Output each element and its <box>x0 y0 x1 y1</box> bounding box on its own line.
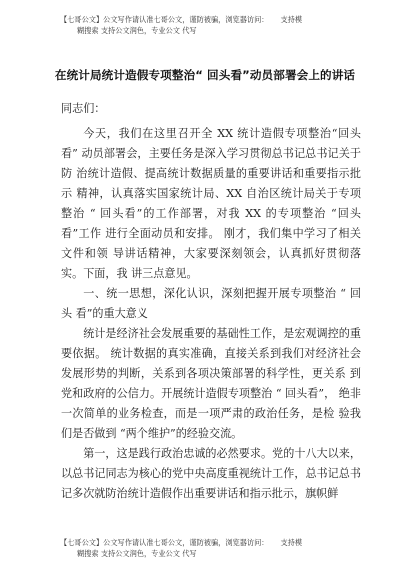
header-note-line-1 <box>60 14 390 25</box>
header-note <box>60 14 390 36</box>
paragraph-first-point: 第一，这是践行政治忠诚的必然要求。党的十八大以来，以总书记同志为核心的党中央高度重视统计工作，总书记总书记多次就防治统计造假作出重要讲话和指示批示，旗帜鲜 <box>61 447 361 500</box>
footer-note-text: 【七哥公文】公文写作请认准七哥公文，谨防被骗，浏览器访问： <box>60 538 269 547</box>
section-heading: 一、统一思想，深化认识，深刻把握开展专项整治 “ 回头 看”的重大意义 <box>61 287 361 320</box>
footer-note-line-1 <box>60 537 390 548</box>
footer-note-text-end: 支持模 <box>280 538 303 547</box>
footer-note-line-2: 糊搜索 支持公文润色，专业公文 代写 <box>77 549 197 558</box>
salutation: 同志们： <box>61 102 106 115</box>
document-title: 在统计局统计造假专项整治“ 回头看”动员部署会上的讲话 <box>54 68 356 82</box>
header-note-text-end: 支持模 <box>280 15 303 24</box>
paragraph-significance: 统计是经济社会发展重要的基础性工作，是宏观调控的重要依据。 统计数据的真实准确，直接关系到我们对经济社会发展形势的判断，关系到各项决策部署的科学性，更关系 到党和政府的公信力。开展统计造假专项整治 “ 回头看”， 绝非一次简单的业务检查，而是一项严肃的政治任务，是检 验我们是否做到 “两个维护”的经验交流。 <box>61 327 361 440</box>
document-body <box>61 99 361 504</box>
paragraph-opening: 今天，我们在这里召开全 XX 统计造假专项整治“回头看” 动员部署会，主要任务是深入学习贯彻总书记总书记关于防 治统计造假、提高统计数据质量的重要讲话和重要指示批示 精神，认真落实国家统计局、XX 自治区统计局关于专项整治 “ 回头看”的工作部署，对我 XX 的专项整治 “回头看”工作 进行全面动员和安排。 刚才，我们集中学习了相关文件和领 导讲话精神，大家要深刻领会，认真抓好贯彻落实。下面，我 讲三点意见。 <box>61 127 361 280</box>
footer-note <box>60 537 390 559</box>
header-note-text: 【七哥公文】公文写作请认准七哥公文，谨防被骗，浏览器访问： <box>60 15 269 24</box>
header-note-line-2: 糊搜索 支持公文润色，专业公文 代写 <box>77 26 197 35</box>
